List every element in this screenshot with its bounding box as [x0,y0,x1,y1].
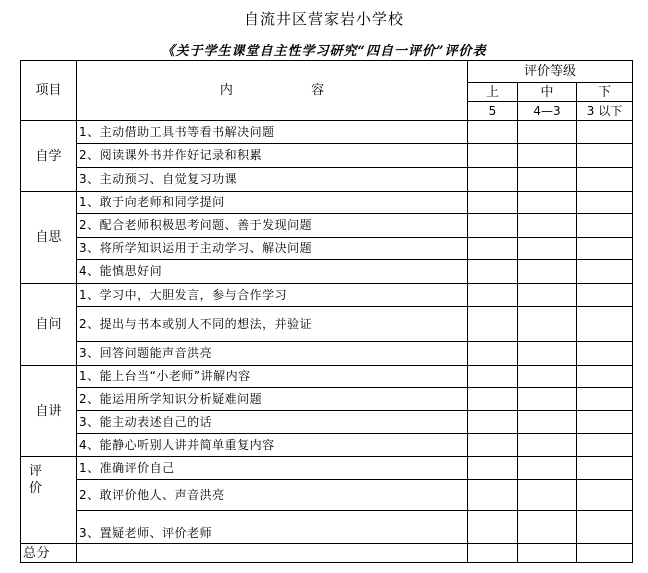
section-zisi: 自思 [21,192,77,284]
score-cell[interactable] [577,457,633,480]
score-cell[interactable] [468,342,518,366]
section-pingjia-line2: 价 [29,481,43,496]
content-header [77,61,468,121]
form-subtitle: 《关于学生课堂自主性学习研究“四自一评价”评价表 [161,44,487,59]
list-item: 2、配合老师积极思考问题、善于发现问题 [77,214,468,238]
score-cell[interactable] [518,434,577,457]
score-cell[interactable] [577,144,633,168]
score-cell[interactable] [518,284,577,307]
list-item: 4、能慎思好问 [77,260,468,284]
list-item: 3、将所学知识运用于主动学习、解决问题 [77,238,468,260]
score-cell[interactable] [468,168,518,192]
list-item: 1、能上台当“小老师”讲解内容 [77,366,468,388]
level-upper: 上 [468,83,518,102]
score-cell[interactable] [577,388,633,411]
list-item: 1、主动借助工具书等看书解决问题 [77,121,468,144]
score-cell[interactable] [468,457,518,480]
total-score-cell[interactable] [518,544,577,563]
score-cell[interactable] [518,411,577,434]
list-item: 4、能静心听别人讲并简单重复内容 [77,434,468,457]
score-cell[interactable] [577,411,633,434]
list-item: 3、主动预习、自觉复习功课 [77,168,468,192]
score-cell[interactable] [518,342,577,366]
score-cell[interactable] [577,192,633,214]
score-cell[interactable] [468,214,518,238]
list-item: 3、回答问题能声音洪亮 [77,342,468,366]
level-middle: 中 [518,83,577,102]
content-header-b: 容 [311,83,325,98]
school-title: 自流井区营家岩小学校 [243,10,404,28]
total-score-cell[interactable] [468,544,518,563]
section-zixue: 自学 [21,121,77,192]
score-cell[interactable] [518,168,577,192]
score-cell[interactable] [577,366,633,388]
list-item: 1、敢于向老师和同学提问 [77,192,468,214]
score-cell[interactable] [518,121,577,144]
score-cell[interactable] [518,366,577,388]
score-cell[interactable] [577,434,633,457]
score-cell[interactable] [468,238,518,260]
score-cell[interactable] [518,511,577,544]
list-item: 2、阅读课外书并作好记录和积累 [77,144,468,168]
list-item: 2、能运用所学知识分析疑难问题 [77,388,468,411]
score-cell[interactable] [577,480,633,511]
score-middle: 4—3 [518,102,577,121]
score-cell[interactable] [518,307,577,342]
score-cell[interactable] [577,121,633,144]
score-cell[interactable] [468,511,518,544]
score-cell[interactable] [468,144,518,168]
score-cell[interactable] [468,388,518,411]
item-header: 项目 [21,61,77,121]
list-item: 2、提出与书本或别人不同的想法，并验证 [77,307,468,342]
score-cell[interactable] [518,260,577,284]
evaluation-table [20,60,633,563]
score-cell[interactable] [577,284,633,307]
rating-header: 评价等级 [468,61,633,83]
score-cell[interactable] [577,307,633,342]
score-cell[interactable] [518,457,577,480]
section-ziwen: 自问 [21,284,77,366]
score-cell[interactable] [577,342,633,366]
list-item: 1、准确评价自己 [77,457,468,480]
section-zijiang: 自讲 [21,366,77,457]
total-cell[interactable] [77,544,468,563]
total-label: 总分 [21,544,77,563]
content-header-a: 内 [219,83,233,98]
score-cell[interactable] [468,307,518,342]
score-lower: 3 以下 [577,102,633,121]
score-cell[interactable] [577,260,633,284]
list-item: 3、置疑老师、评价老师 [77,511,468,544]
list-item: 3、能主动表述自己的话 [77,411,468,434]
score-cell[interactable] [577,238,633,260]
score-cell[interactable] [468,260,518,284]
score-cell[interactable] [518,480,577,511]
level-lower: 下 [577,83,633,102]
score-cell[interactable] [468,284,518,307]
section-pingjia-line1: 评 [29,464,43,479]
score-cell[interactable] [468,366,518,388]
list-item: 2、敢评价他人、声音洪亮 [77,480,468,511]
score-upper: 5 [468,102,518,121]
score-cell[interactable] [518,214,577,238]
score-cell[interactable] [518,144,577,168]
score-cell[interactable] [468,480,518,511]
score-cell[interactable] [468,411,518,434]
score-cell[interactable] [518,388,577,411]
score-cell[interactable] [518,192,577,214]
score-cell[interactable] [577,168,633,192]
score-cell[interactable] [518,238,577,260]
score-cell[interactable] [468,121,518,144]
score-cell[interactable] [577,511,633,544]
score-cell[interactable] [468,434,518,457]
list-item: 1、学习中，大胆发言，参与合作学习 [77,284,468,307]
total-score-cell[interactable] [577,544,633,563]
score-cell[interactable] [468,192,518,214]
score-cell[interactable] [577,214,633,238]
section-pingjia [21,457,77,544]
